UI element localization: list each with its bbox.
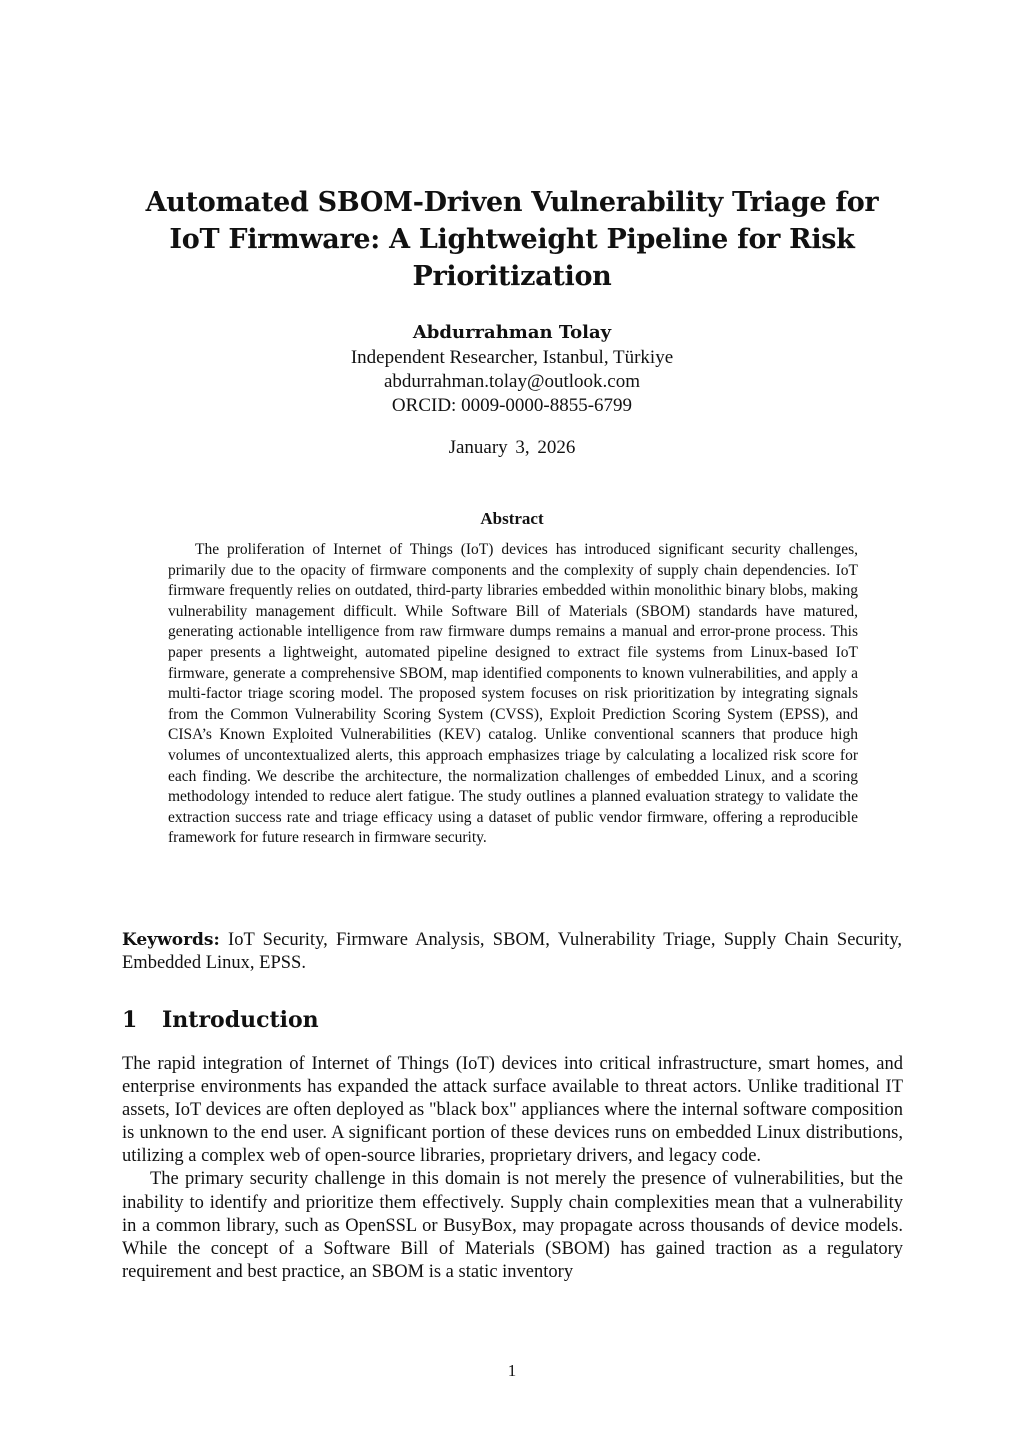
intro-paragraph-2: The primary security challenge in this domain is not merely the presence of vulnerabilities, but the inability to identify and prioritize them effectively. Supply chain complexities mean that a vulnerability in a common library, such as OpenSSL or BusyBox, may propagate across thousands of device models. While the concept of a Software Bill of Materials (SBOM) has gained traction as a regulatory requirement and best practice, an SBOM is a static inventory <box>122 1169 903 1282</box>
introduction-body <box>122 1053 903 1284</box>
keywords-text: IoT Security, Firmware Analysis, SBOM, Vulnerability Triage, Supply Chain Security, Embedded Linux, EPSS. <box>122 930 902 973</box>
author-affiliation: Independent Researcher, Istanbul, Türkiye <box>350 347 674 368</box>
publication-date: January 3, 2026 <box>448 437 576 458</box>
title-line-1: Automated SBOM-Driven Vulnerability Triage for <box>145 187 879 218</box>
section-number: 1 <box>122 1007 138 1033</box>
paper-title <box>122 184 902 295</box>
keywords-label: Keywords: <box>122 930 220 950</box>
intro-paragraph-1: The rapid integration of Internet of Things (IoT) devices into critical infrastructure, smart homes, and enterprise environments has expanded the attack surface available to threat actors. Unlike traditional IT assets, IoT devices are often deployed as "black box" appliances where the internal software composition is unknown to the end user. A significant portion of these devices runs on embedded Linux distributions, utilizing a complex web of open-source libraries, proprietary drivers, and legacy code. <box>122 1054 903 1167</box>
page-number: 1 <box>507 1361 517 1380</box>
author-name: Abdurrahman Tolay <box>412 322 612 343</box>
section-title: Introduction <box>162 1007 319 1033</box>
title-line-2: IoT Firmware: A Lightweight Pipeline for Risk <box>169 224 855 255</box>
abstract-heading: Abstract <box>480 509 544 528</box>
author-email: abdurrahman.tolay@outlook.com <box>384 371 640 392</box>
abstract-text: The proliferation of Internet of Things (IoT) devices has introduced significant security challenges, primarily due to the opacity of firmware components and the complexity of supply chain dependencies. IoT firmware frequently relies on outdated, third-party libraries embedded within monolithic binary blobs, making vulnerability management difficult. While Software Bill of Materials (SBOM) standards have matured, generating actionable intelligence from raw firmware dumps remains a manual and error-prone process. This paper presents a lightweight, automated pipeline designed to extract file systems from Linux-based IoT firmware, generate a comprehensive SBOM, map identified components to known vulnerabilities, and apply a multi-factor triage scoring model. The proposed system focuses on risk prioritization by integrating signals from the Common Vulnerability Scoring System (CVSS), Exploit Prediction Scoring System (EPSS), and CISA’s Known Exploited Vulnerabilities (KEV) catalog. Unlike conventional scanners that produce high volumes of uncontextualized alerts, this approach emphasizes triage by calculating a localized risk score for each finding. We describe the architecture, the normalization challenges of embedded Linux, and a scoring methodology intended to reduce alert fatigue. The study outlines a planned evaluation strategy to validate the extraction success rate and triage efficacy using a dataset of public vendor firmware, offering a reproducible framework for future research in firmware security. <box>168 541 858 847</box>
keywords <box>122 929 902 975</box>
author-orcid: ORCID: 0009-0000-8855-6799 <box>391 395 633 416</box>
section-heading-introduction <box>122 1005 902 1035</box>
author-block <box>122 320 902 418</box>
title-line-3: Prioritization <box>412 261 612 292</box>
